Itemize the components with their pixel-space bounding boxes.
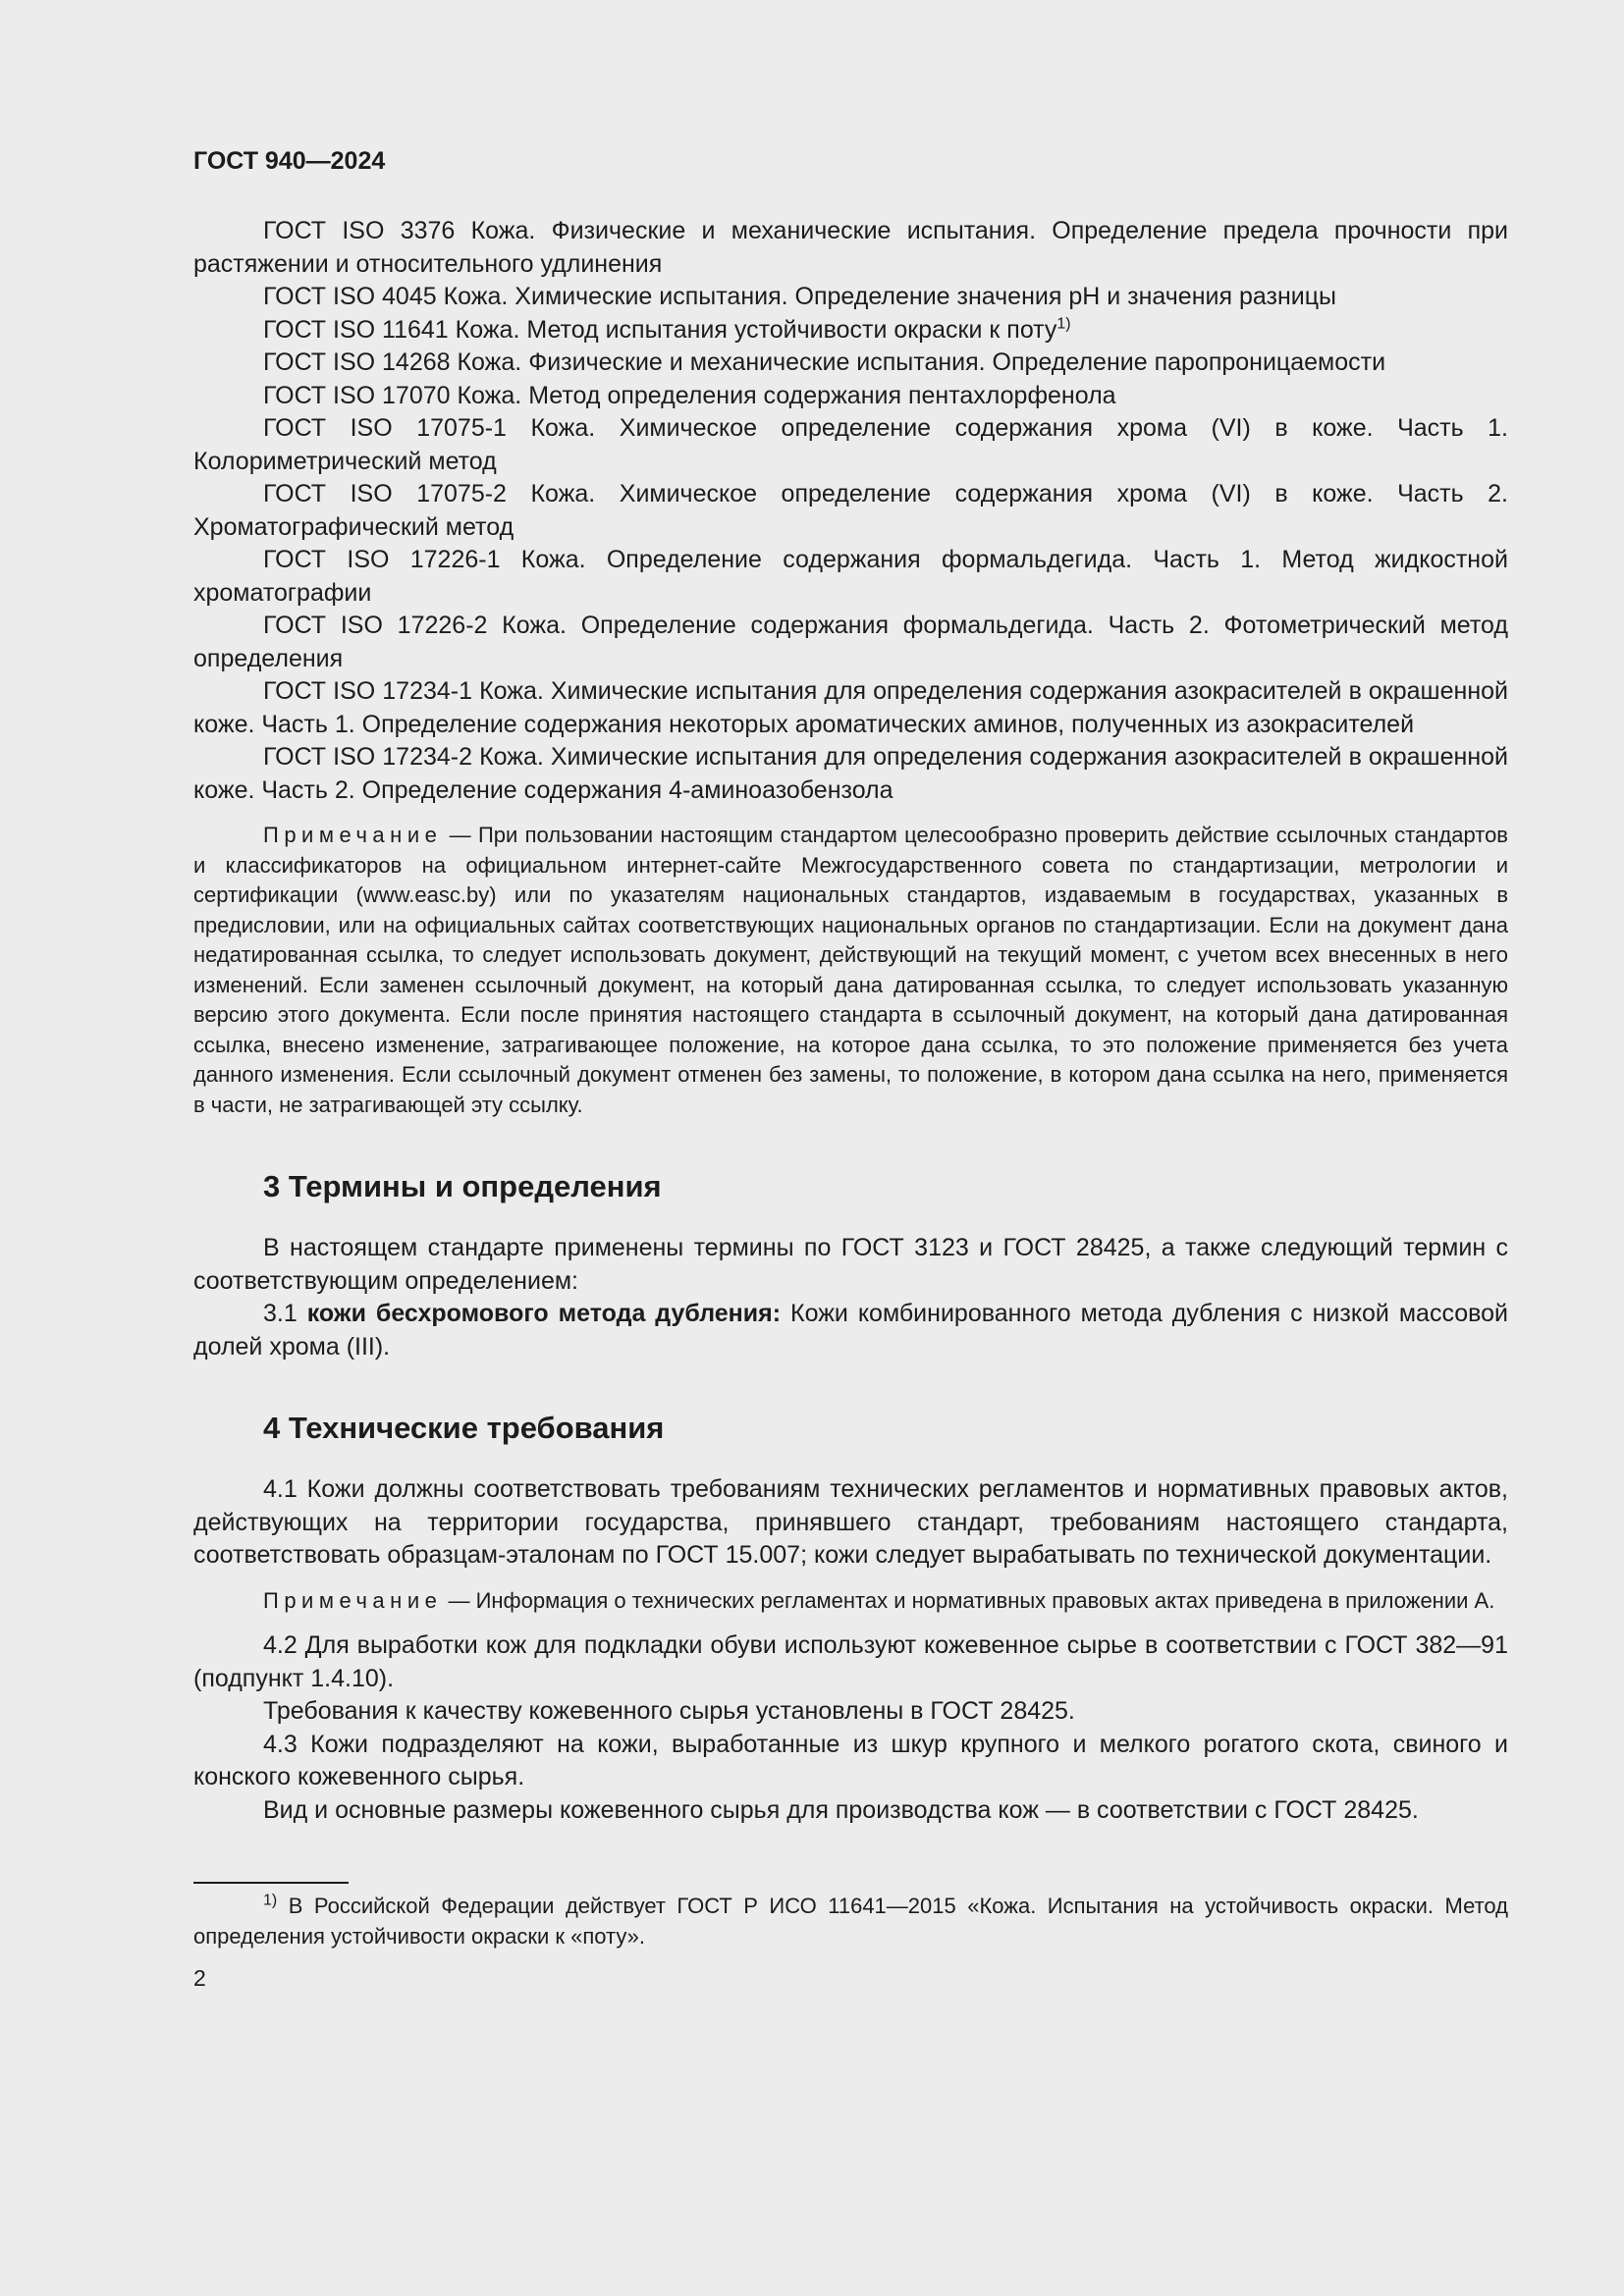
reference-text: ГОСТ ISO 11641 Кожа. Метод испытания устойчивости окраски к поту <box>263 315 1057 344</box>
reference-item: ГОСТ ISO 4045 Кожа. Химические испытания. Определение значения pH и значения разницы <box>263 283 1337 310</box>
paragraph-raw-sizes: Вид и основные размеры кожевенного сырья для производства кож — в соответствии с ГОСТ 28425. <box>263 1795 1419 1824</box>
document-header: ГОСТ 940—2024 <box>193 147 386 175</box>
section-3-heading: 3 Термины и определения <box>263 1169 662 1203</box>
reference-item: ГОСТ ISO 17234-1 Кожа. Химические испытания для определения содержания азокрасителей в окрашенной коже. Часть 1. Определение содержания некоторых ароматических аминов, полученных из азокрасителей <box>193 677 1508 738</box>
footnote-separator <box>193 1882 349 1884</box>
footnote <box>193 1892 1508 1951</box>
reference-item: ГОСТ ISO 17075-2 Кожа. Химическое определение содержания хрома (VI) в коже. Часть 2. Хроматографический метод <box>193 480 1508 541</box>
note-label: Примечание <box>263 823 443 847</box>
reference-item: ГОСТ ISO 17075-1 Кожа. Химическое определение содержания хрома (VI) в коже. Часть 1. Колориметрический метод <box>193 414 1508 475</box>
reference-note <box>193 821 1508 1120</box>
section-3-intro: В настоящем стандарте применены термины по ГОСТ 3123 и ГОСТ 28425, а также следующий термин с соответствующим определением: <box>193 1234 1508 1295</box>
reference-item: ГОСТ ISO 17226-1 Кожа. Определение содержания формальдегида. Часть 1. Метод жидкостной хроматографии <box>193 546 1508 607</box>
note-text: — При пользовании настоящим стандартом целесообразно проверить действие ссылочных стандартов и классификаторов на официальном интернет-сайте Межгосударственного совета по стандартизации, метрологии и сертификации (www.easc.by) или по указателям национальных стандартов, издаваемым в государствах, указанных в предисловии, или на официальных сайтах соответствующих национальных органов по стандартизации. Если на документ дана недатированная ссылка, то следует использовать документ, действующий на текущий момент, с учетом всех внесенных в него изменений. Если заменен ссылочный документ, на который дана датированная ссылка, то следует использовать указанную версию этого документа. Если после принятия настоящего стандарта в ссылочный документ, на который дана датированная ссылка, внесено изменение, затрагивающее положение, на которое дана ссылка, то это положение применяется без учета данного изменения. Если ссылочный документ отменен без замены, то положение, в котором дана ссылка на него, применяется в части, не затрагивающей эту ссылку. <box>193 823 1508 1117</box>
page-number: 2 <box>193 1965 206 1991</box>
definition-3-1 <box>193 1298 1508 1363</box>
paragraph-4-3: 4.3 Кожи подразделяют на кожи, выработанные из шкур крупного и мелкого рогатого скота, свиного и конского кожевенного сырья. <box>193 1730 1508 1790</box>
footnote-marker[interactable]: 1) <box>1056 315 1071 333</box>
note-label: Примечание <box>263 1587 443 1613</box>
definition-number: 3.1 <box>263 1300 307 1327</box>
reference-item <box>193 314 1508 347</box>
footnote-text: В Российской Федерации действует ГОСТ Р ИСО 11641—2015 «Кожа. Испытания на устойчивость окраски. Метод определения устойчивости окраски к «поту». <box>193 1894 1508 1949</box>
requirements-note <box>193 1586 1508 1617</box>
paragraph-4-1: 4.1 Кожи должны соответствовать требованиям технических регламентов и нормативных правовых актов, действующих на территории государства, принявшего стандарт, требованиям настоящего стандарта, соответствовать образцам-эталонам по ГОСТ 15.007; кожи следует вырабатывать по технической документации. <box>193 1475 1508 1569</box>
definition-text: Кожи комбинированного метода дубления с низкой массовой долей хрома (III). <box>193 1300 1509 1361</box>
section-4-heading: 4 Технические требования <box>263 1411 665 1445</box>
reference-item: ГОСТ ISO 17070 Кожа. Метод определения содержания пентахлорфенола <box>263 381 1116 409</box>
definition-term: кожи бесхромового метода дубления: <box>306 1300 782 1327</box>
reference-item: ГОСТ ISO 17226-2 Кожа. Определение содержания формальдегида. Часть 2. Фотометрический метод определения <box>193 612 1508 672</box>
paragraph-raw-quality: Требования к качеству кожевенного сырья установлены в ГОСТ 28425. <box>263 1697 1075 1725</box>
reference-list <box>193 215 1508 807</box>
reference-item: ГОСТ ISO 3376 Кожа. Физические и механические испытания. Определение предела прочности при растяжении и относительного удлинения <box>193 217 1508 278</box>
note-text: — Информация о технических регламентах и нормативных правовых актах приведена в приложении А. <box>442 1587 1495 1613</box>
reference-item: ГОСТ ISO 14268 Кожа. Физические и механические испытания. Определение паропроницаемости <box>263 348 1386 376</box>
reference-item: ГОСТ ISO 17234-2 Кожа. Химические испытания для определения содержания азокрасителей в окрашенной коже. Часть 2. Определение содержания 4-аминоазобензола <box>193 743 1508 804</box>
footnote-marker: 1) <box>263 1892 278 1909</box>
paragraph-4-2: 4.2 Для выработки кож для подкладки обуви используют кожевенное сырье в соответствии с ГОСТ 382—91 (подпункт 1.4.10). <box>193 1631 1508 1692</box>
